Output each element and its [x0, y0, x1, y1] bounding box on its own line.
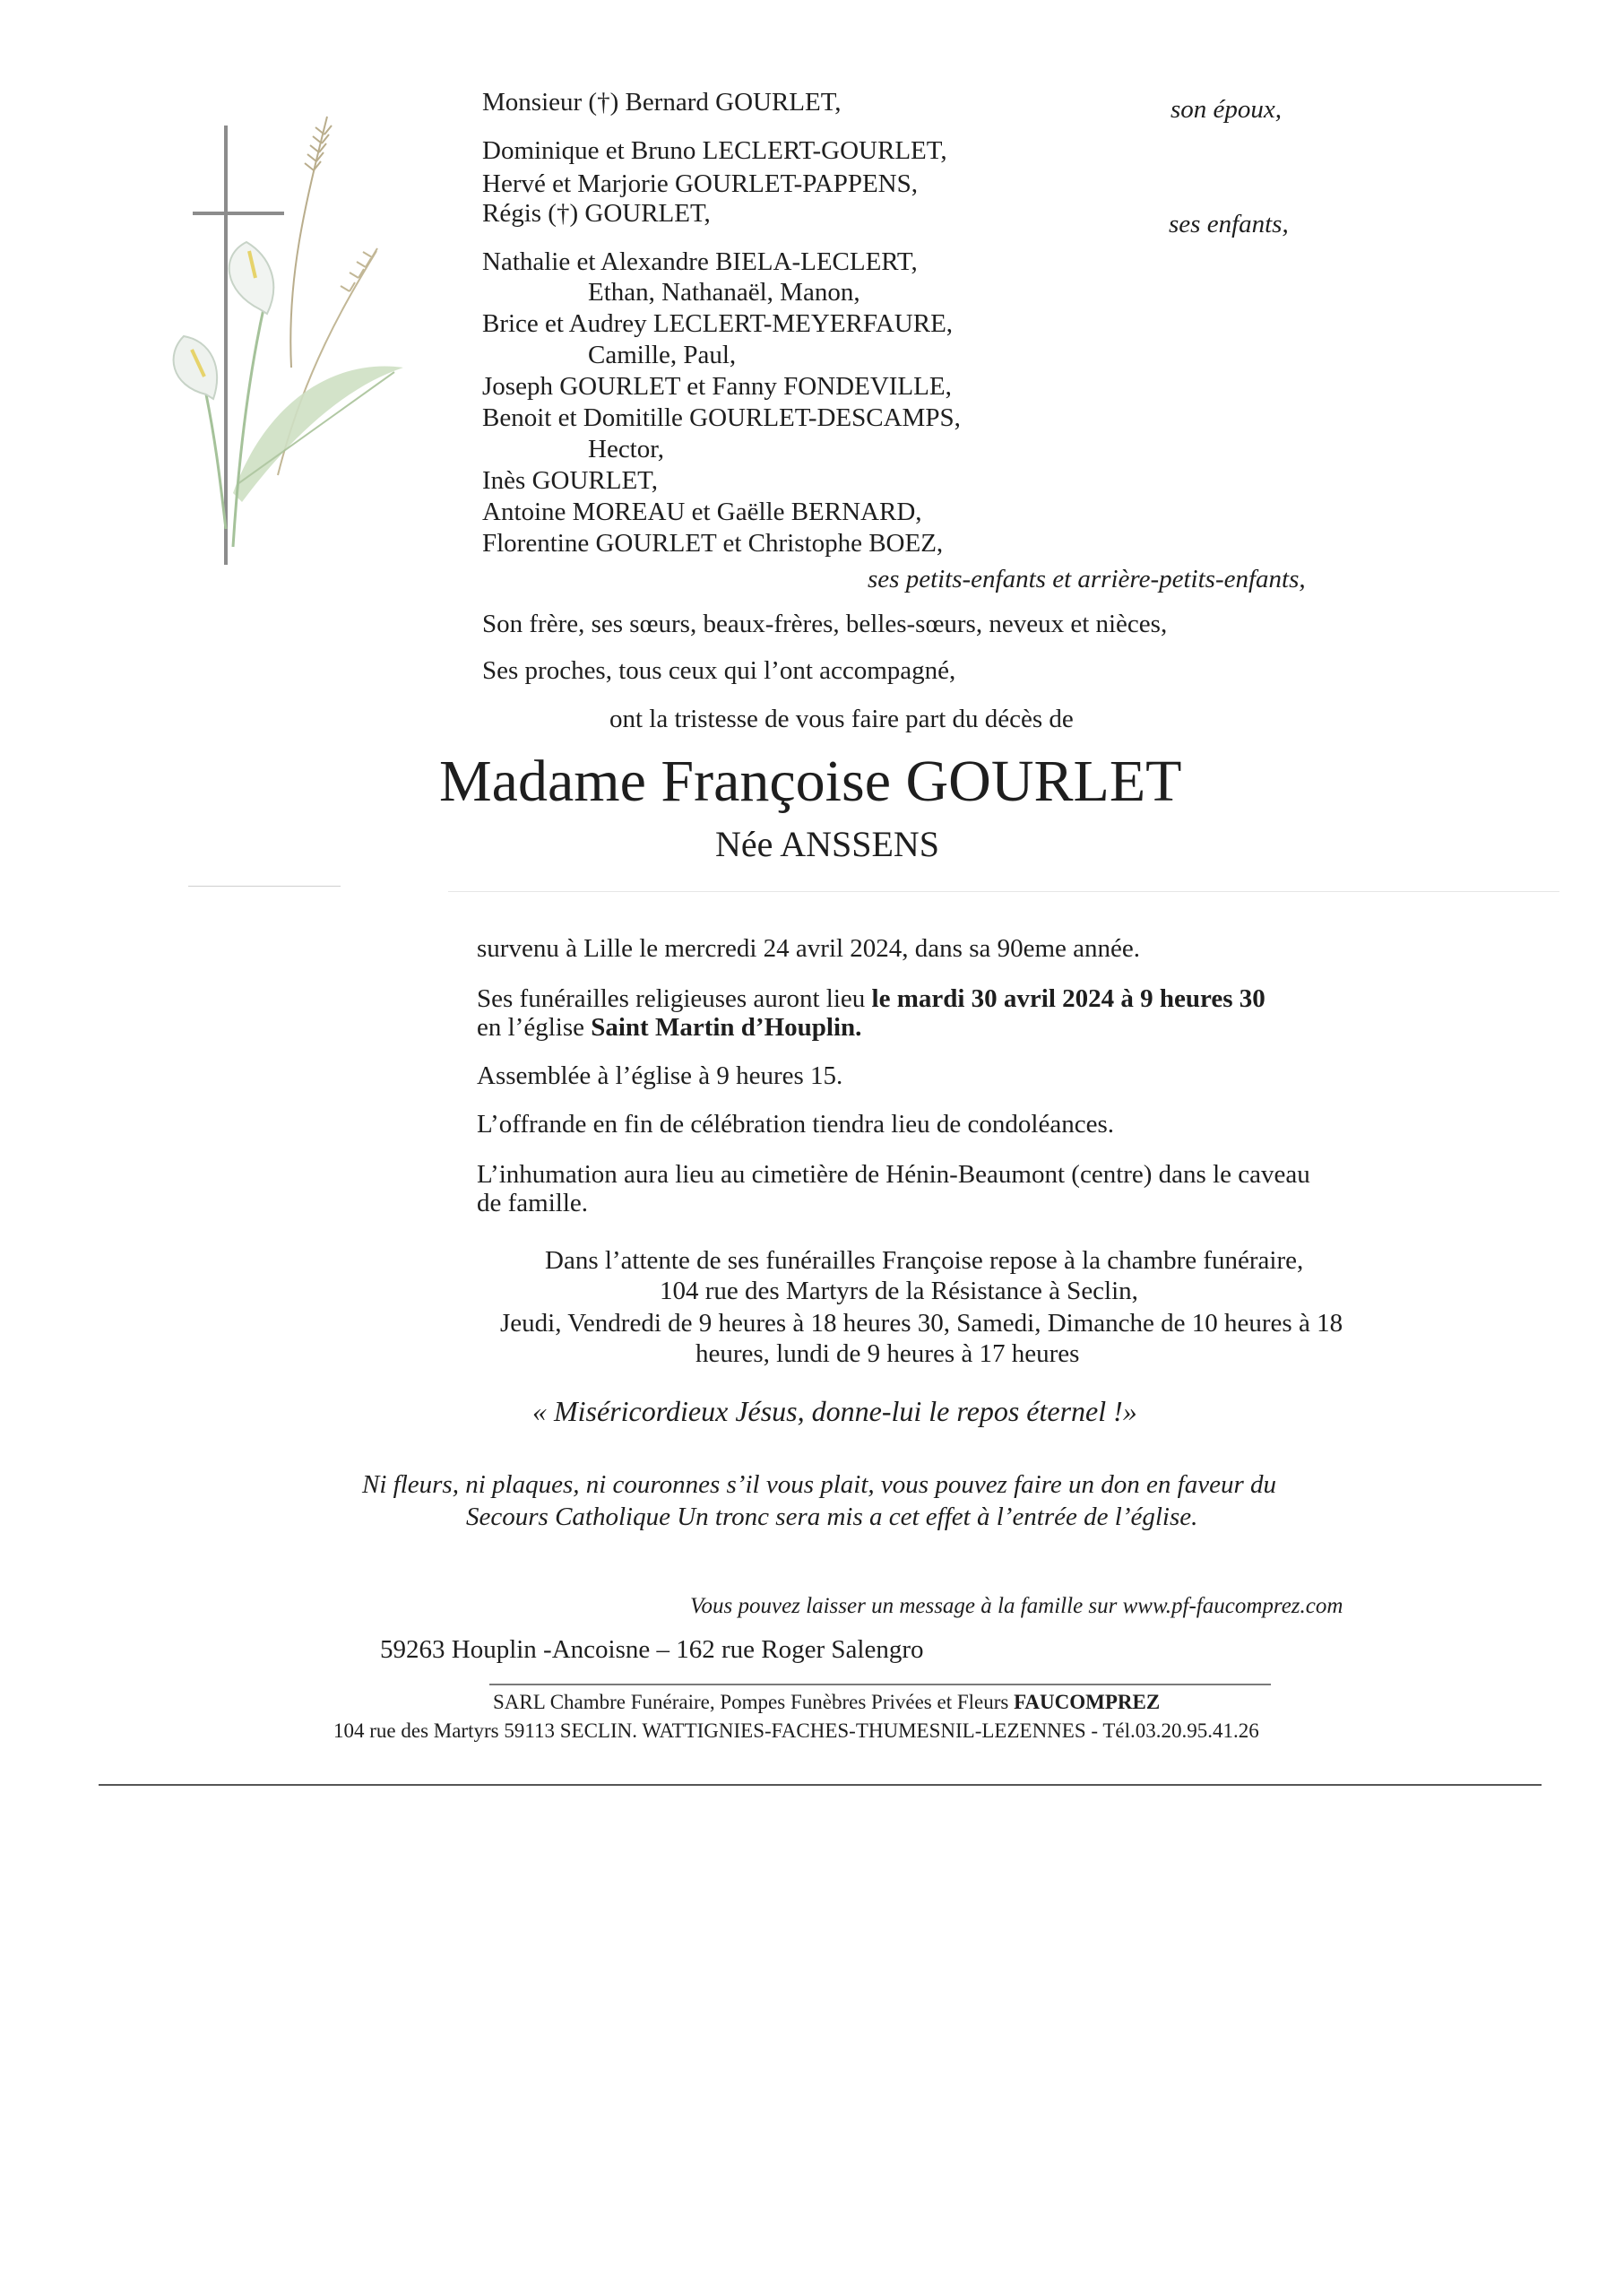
children-role: ses enfants, [1169, 210, 1289, 238]
footer-company: SARL Chambre Funéraire, Pompes Funèbres Privées et Fleurs [493, 1691, 1015, 1713]
grandchild-4: Camille, Paul, [588, 341, 737, 369]
grandchildren-role: ses petits-enfants et arrière-petits-enfants, [868, 565, 1306, 593]
church-line [477, 1011, 861, 1044]
siblings-line: Son frère, ses sœurs, beaux-frères, belles-sœurs, neveux et nièces, [482, 610, 1168, 638]
fold-line-left [188, 886, 341, 887]
grandchild-5: Joseph GOURLET et Fanny FONDEVILLE, [482, 372, 952, 401]
relatives-line: Ses proches, tous ceux qui l’ont accompagné, [482, 656, 956, 685]
church-prefix: en l’église [477, 1013, 592, 1042]
death-line: survenu à Lille le mercredi 24 avril 2024, dans sa 90eme année. [477, 934, 1141, 963]
rest-line-2: 104 rue des Martyrs de la Résistance à Seclin, [660, 1277, 1138, 1305]
grandchild-10: Florentine GOURLET et Christophe BOEZ, [482, 529, 944, 558]
funeral-line [477, 983, 1266, 1015]
wheat-stalk-left [290, 117, 332, 368]
grandchild-1: Nathalie et Alexandre BIELA-LECLERT, [482, 247, 918, 276]
rest-line-3: Jeudi, Vendredi de 9 heures à 18 heures 30, Samedi, Dimanche de 10 heures à 18 [500, 1309, 1343, 1338]
child-1: Dominique et Bruno LECLERT-GOURLET, [482, 136, 947, 165]
husband-line: Monsieur (†) Bernard GOURLET, [482, 88, 842, 117]
burial-line-1: L’inhumation aura lieu au cimetière de Hénin-Beaumont (centre) dans le caveau [477, 1160, 1310, 1189]
grandchild-2: Ethan, Nathanaël, Manon, [588, 278, 860, 307]
grandchild-3: Brice et Audrey LECLERT-MEYERFAURE, [482, 309, 954, 338]
footer-rule [489, 1684, 1271, 1685]
child-2: Hervé et Marjorie GOURLET-PAPPENS, [482, 169, 918, 198]
message-line: Vous pouvez laisser un message à la famille sur www.pf-faucomprez.com [690, 1594, 1343, 1618]
prayer-line: « Miséricordieux Jésus, donne-lui le repos éternel !» [532, 1395, 1137, 1427]
fold-line-right [448, 891, 1559, 892]
assembly-line: Assemblée à l’église à 9 heures 15. [477, 1061, 843, 1090]
child-3: Régis (†) GOURLET, [482, 199, 711, 228]
cross-lily-illustration [170, 99, 412, 565]
palm-leaf [233, 367, 403, 502]
husband-role: son époux, [1170, 95, 1283, 124]
offering-line: L’offrande en fin de célébration tiendra lieu de condoléances. [477, 1110, 1114, 1139]
lily-stems [206, 305, 264, 547]
grandchild-8: Inès GOURLET, [482, 466, 658, 495]
rest-line-1: Dans l’attente de ses funérailles Françoise repose à la chambre funéraire, [545, 1246, 1304, 1275]
announcement-line: ont la tristesse de vous faire part du décès de [609, 705, 1074, 733]
notice-line-2: Secours Catholique Un tronc sera mis a cet effet à l’entrée de l’église. [466, 1503, 1198, 1531]
page-bottom-rule [99, 1784, 1542, 1786]
rest-line-4: heures, lundi de 9 heures à 17 heures [695, 1339, 1080, 1368]
church-name: Saint Martin d’Houplin. [591, 1013, 862, 1042]
notice-line-1: Ni fleurs, ni plaques, ni couronnes s’il vous plait, vous pouvez faire un don en faveur du [362, 1470, 1276, 1499]
grandchild-7: Hector, [588, 435, 664, 463]
deceased-name: Madame Françoise GOURLET [439, 749, 1182, 814]
funeral-date: le mardi 30 avril 2024 à 9 heures 30 [871, 984, 1266, 1013]
grandchild-9: Antoine MOREAU et Gaëlle BERNARD, [482, 498, 922, 526]
burial-line-2: de famille. [477, 1189, 589, 1217]
family-address: 59263 Houplin -Ancoisne – 162 rue Roger Salengro [380, 1635, 924, 1664]
maiden-name: Née ANSSENS [715, 824, 940, 864]
footer-brand: FAUCOMPREZ [1014, 1691, 1161, 1713]
cross-icon [193, 126, 284, 565]
footer-line-1 [493, 1689, 1160, 1716]
funeral-prefix: Ses funérailles religieuses auront lieu [477, 984, 872, 1013]
grandchild-6: Benoit et Domitille GOURLET-DESCAMPS, [482, 403, 961, 432]
calla-lily-flower [174, 242, 274, 399]
footer-line-2: 104 rue des Martyrs 59113 SECLIN. WATTIGNIES-FACHES-THUMESNIL-LEZENNES - Tél.03.20.95.41.26 [333, 1719, 1259, 1742]
